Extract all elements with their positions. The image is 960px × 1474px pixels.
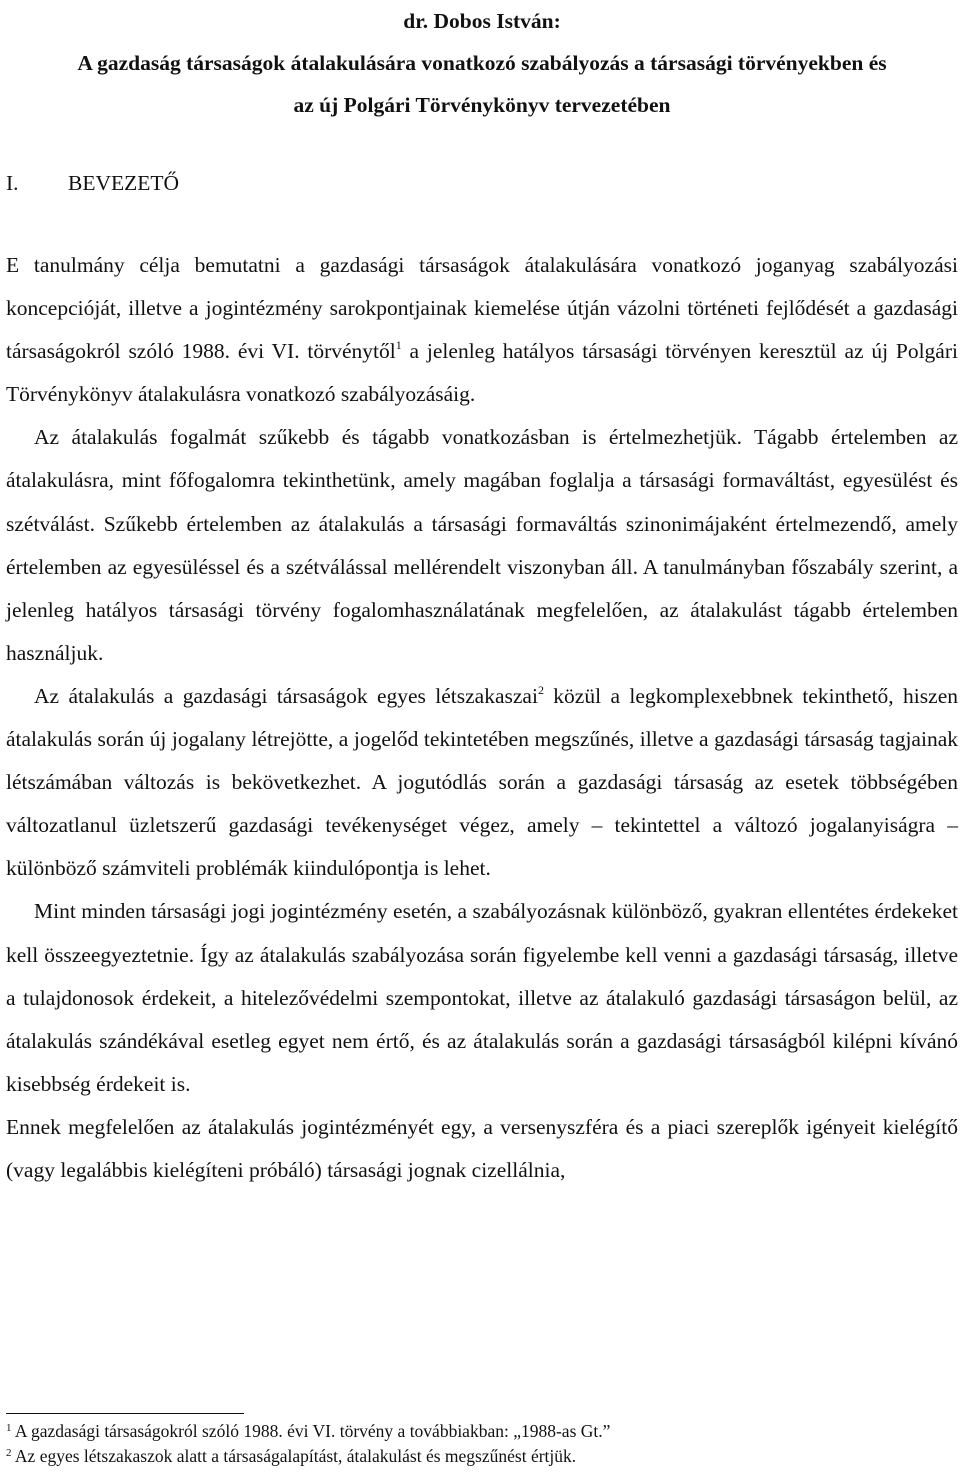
footnotes xyxy=(6,1419,958,1468)
author-line: dr. Dobos István: xyxy=(403,9,561,33)
section-number: I. xyxy=(6,171,19,195)
body-text xyxy=(6,244,958,1192)
footnote-separator xyxy=(6,1413,244,1414)
section-heading xyxy=(6,168,958,198)
paragraph-4: Mint minden társasági jogi jogintézmény esetén, a szabályozásnak különböző, gyakran ellentétes érdekeket kell összeegyeztetnie. Így az átalakulás szabályozása során figyelembe kell venni a gazdasági társaság, illetve a tulajdonosok érdekeit, a hitelezővédelmi szempontokat, illetve az átalakuló gazdasági társaságon belül, az átalakulás szándékával esetleg egyet nem értő, és az átalakulás során a gazdasági társaságból kilépni kívánó kisebbség érdekeit is. xyxy=(6,899,958,1096)
title-block xyxy=(6,0,958,126)
section-title: BEVEZETŐ xyxy=(68,171,180,195)
paragraph-2: Az átalakulás fogalmát szűkebb és tágabb vonatkozásban is értelmezhetjük. Tágabb értelemben az átalakulásra, mint főfogalomra tekinthetünk, amely magában foglalja a társasági formaváltást, egyesülést és szétválást. Szűkebb értelemben az átalakulás a társasági formaváltás szinonimájaként értelmezendő, amely értelemben az egyesüléssel és a szétválással mellérendelt viszonyban áll. A tanulmányban főszabály szerint, a jelenleg hatályos társasági törvény fogalomhasználatának megfelelően, az átalakulást tágabb értelemben használjuk. xyxy=(6,425,958,665)
paragraph-3: Az átalakulás a gazdasági társaságok egyes létszakaszai$^2$ közül a legkomplexebbnek tekinthető, hiszen átalakulás során új jogalany létrejötte, a jogelőd tekintetében megszűnés, illetve a gazdasági társaság tagjainak létszámában változás is bekövetkezhet. A jogutódlás során a gazdasági társaság az esetek többségében változatlanul üzletszerű gazdasági tevékenységet végez, amely – tekintettel a változó jogalanyiságra – különböző számviteli problémák kiindulópontja is lehet. xyxy=(6,682,958,881)
paragraph-5: Ennek megfelelően az átalakulás jogintézményét egy, a versenyszféra és a piaci szereplők igényeit kielégítő (vagy legalábbis kielégíteni próbáló) társasági jognak cizellálnia, xyxy=(6,1114,958,1182)
footnote-1: $^1$ A gazdasági társaságokról szóló 1988. évi VI. törvény a továbbiakban: „1988-as Gt.” xyxy=(6,1421,611,1441)
footnote-ref-2: 2 xyxy=(537,682,544,697)
document-page xyxy=(6,0,958,1192)
paragraph-1: E tanulmány célja bemutatni a gazdasági társaságok átalakulására vonatkozó joganyag szabályozási koncepcióját, illetve a jogintézmény sarokpontjainak kiemelése útján vázolni történeti fejlődését a gazdasági társaságokról szóló 1988. évi VI. törvénytől$^1$ a jelenleg hatályos társasági törvényen keresztül az új Polgári Törvénykönyv átalakulásra vonatkozó szabályozásáig. xyxy=(6,253,958,407)
title-line-1: A gazdaság társaságok átalakulására vonatkozó szabályozás a társasági törvényekben és xyxy=(77,51,887,75)
footnote-ref-1: 1 xyxy=(395,338,402,353)
footnote-2: $^2$ Az egyes létszakaszok alatt a társaságalapítást, átalakulást és megszűnést értjük. xyxy=(6,1445,577,1466)
title-line-2: az új Polgári Törvénykönyv tervezetében xyxy=(293,93,671,117)
